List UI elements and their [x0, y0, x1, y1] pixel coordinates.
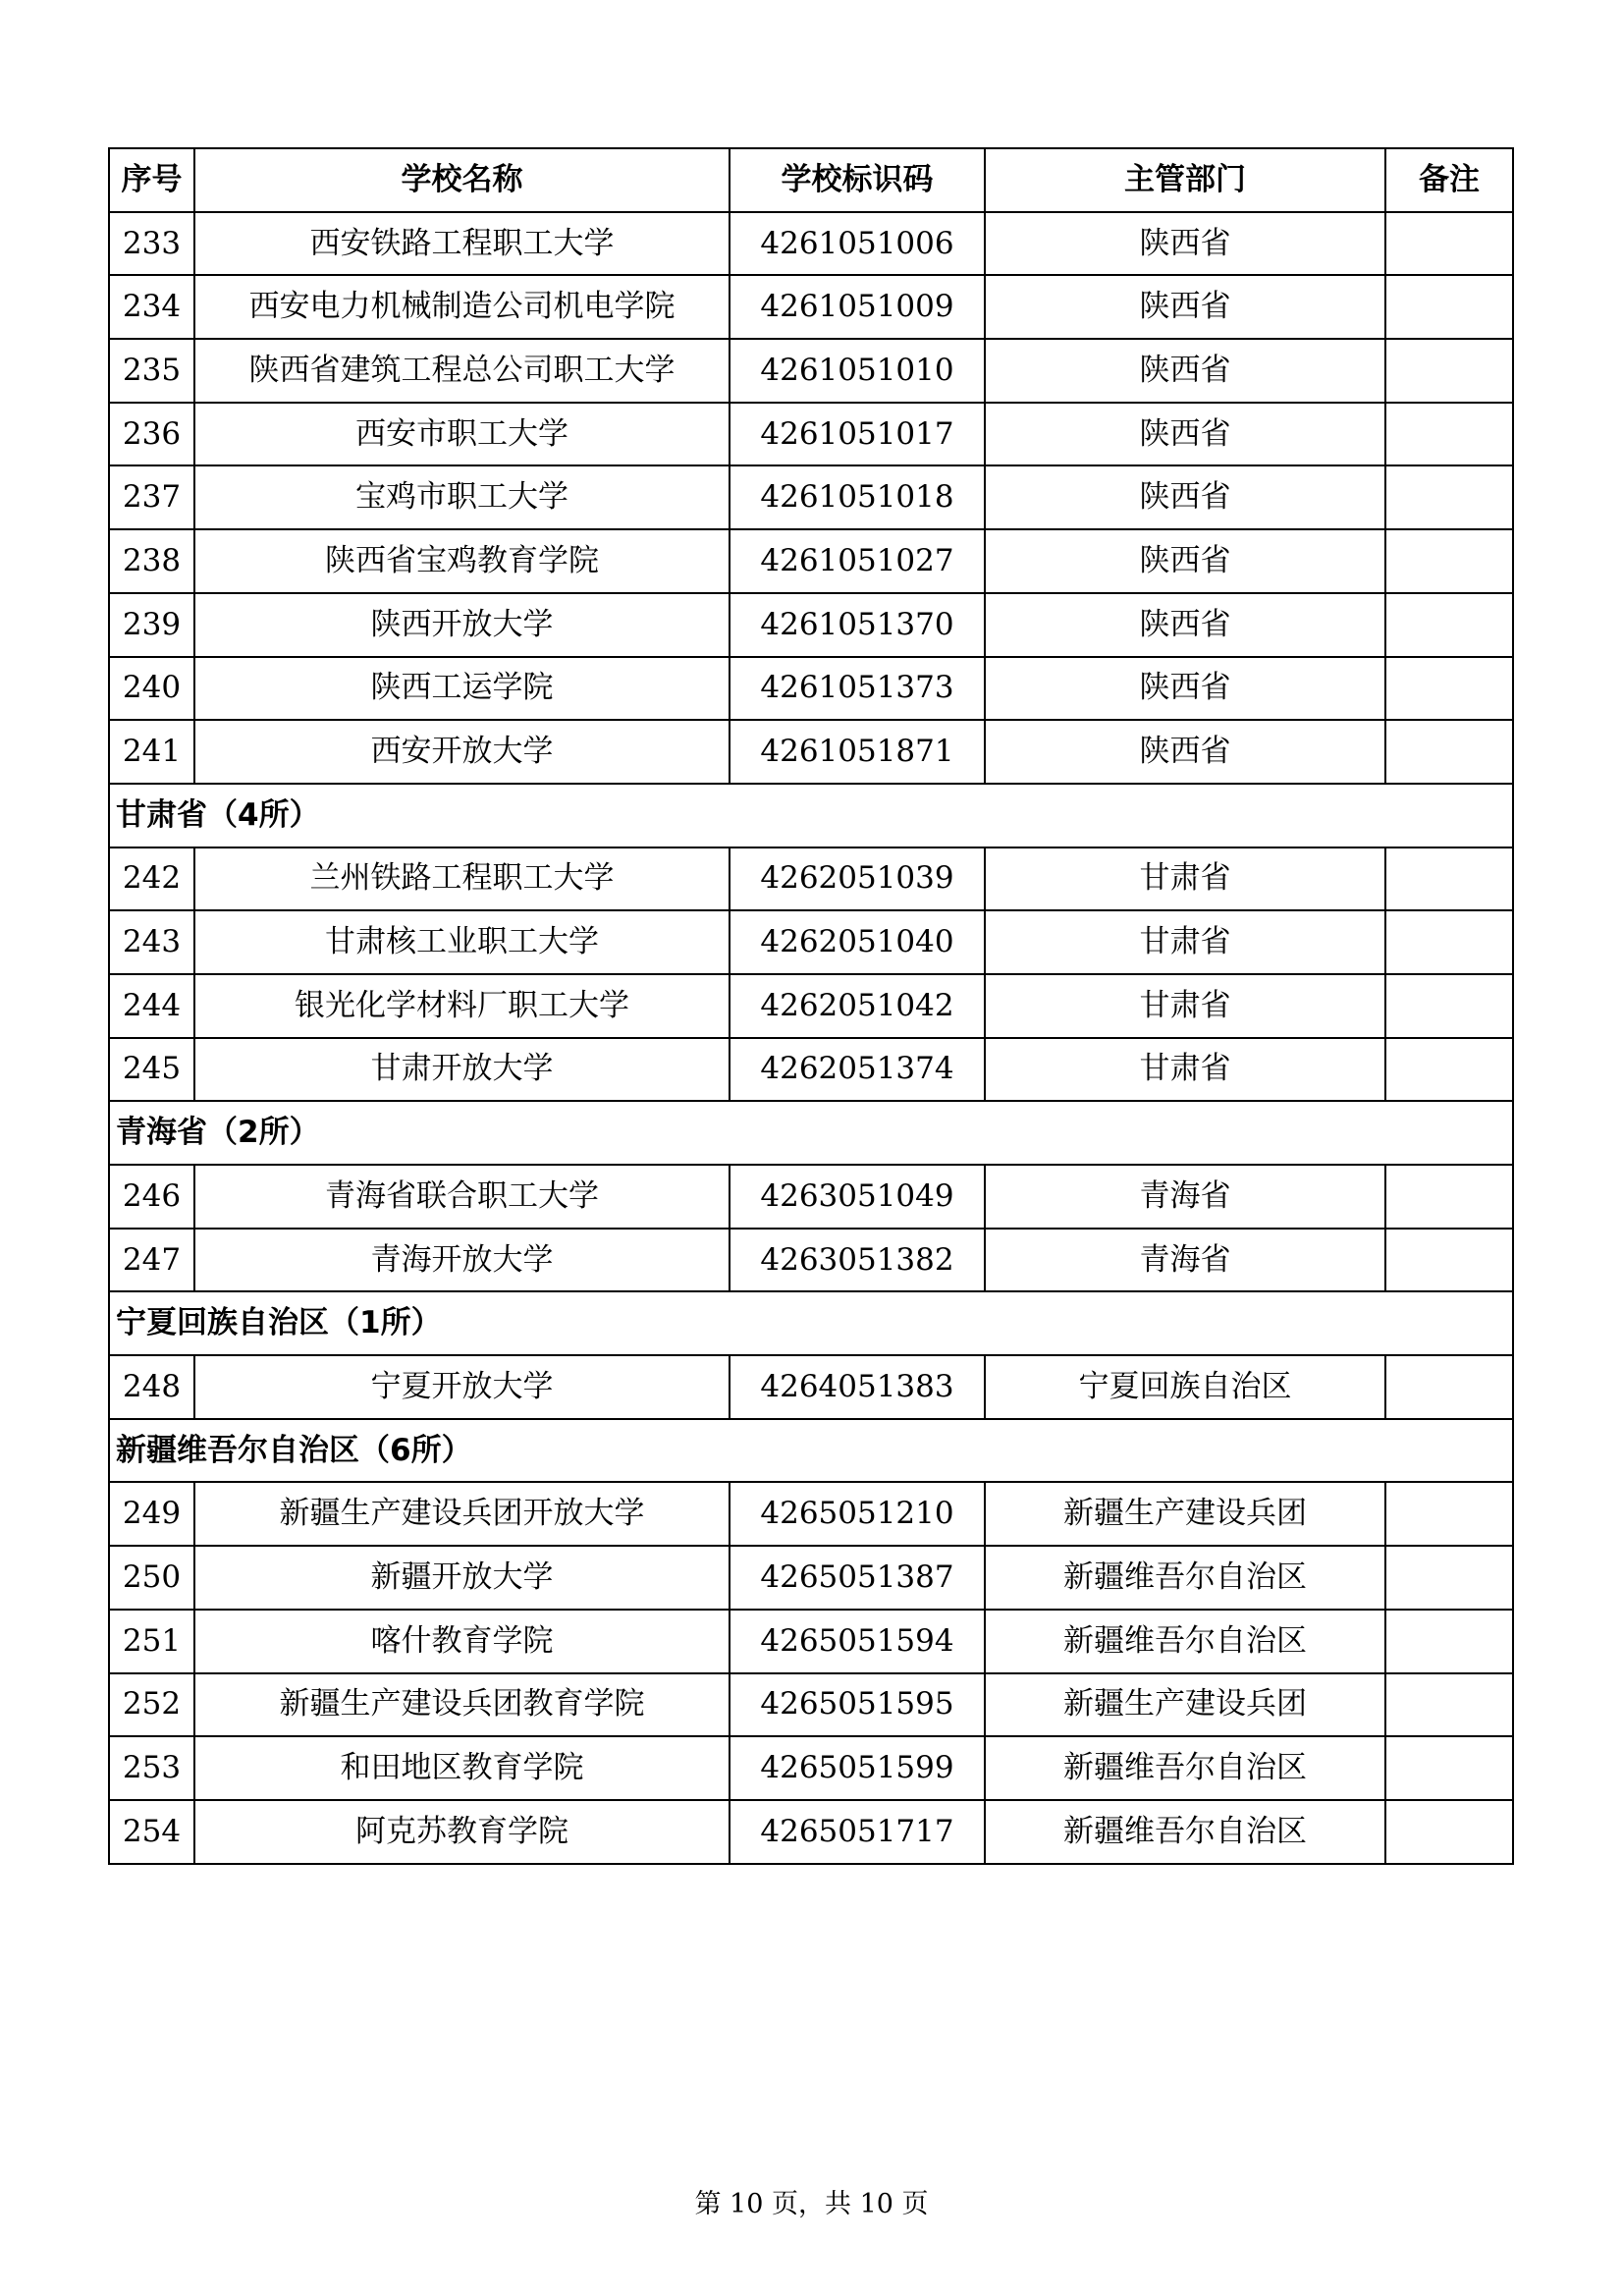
cell-school-name: 甘肃核工业职工大学 [194, 910, 730, 974]
cell-school-code: 4262051039 [730, 847, 985, 911]
table-group-row [109, 1101, 1513, 1165]
table-row [109, 1610, 1513, 1673]
cell-department: 新疆生产建设兵团 [985, 1673, 1385, 1737]
cell-school-name: 阿克苏教育学院 [194, 1800, 730, 1864]
cell-school-code: 4261051006 [730, 212, 985, 276]
cell-serial-number: 248 [109, 1355, 194, 1419]
table-row [109, 910, 1513, 974]
cell-remarks [1385, 1610, 1513, 1673]
cell-department: 宁夏回族自治区 [985, 1355, 1385, 1419]
header-serial-number: 序号 [109, 148, 194, 212]
cell-department: 甘肃省 [985, 974, 1385, 1038]
cell-remarks [1385, 465, 1513, 529]
cell-remarks [1385, 1038, 1513, 1102]
cell-department: 陕西省 [985, 529, 1385, 593]
cell-serial-number: 247 [109, 1229, 194, 1292]
cell-department: 甘肃省 [985, 910, 1385, 974]
cell-school-name: 陕西省建筑工程总公司职工大学 [194, 339, 730, 403]
table-header-row [109, 148, 1513, 212]
table-row [109, 1482, 1513, 1546]
cell-school-name: 宝鸡市职工大学 [194, 465, 730, 529]
cell-serial-number: 243 [109, 910, 194, 974]
cell-serial-number: 239 [109, 593, 194, 657]
cell-department: 陕西省 [985, 212, 1385, 276]
table-group-row [109, 1419, 1513, 1483]
cell-remarks [1385, 339, 1513, 403]
table-group-row [109, 1291, 1513, 1355]
cell-school-code: 4265051594 [730, 1610, 985, 1673]
cell-department: 陕西省 [985, 465, 1385, 529]
cell-serial-number: 251 [109, 1610, 194, 1673]
cell-school-name: 新疆开放大学 [194, 1546, 730, 1610]
table-row [109, 720, 1513, 784]
table-row [109, 1736, 1513, 1800]
cell-school-name: 西安市职工大学 [194, 403, 730, 466]
cell-school-code: 4262051040 [730, 910, 985, 974]
cell-school-name: 西安电力机械制造公司机电学院 [194, 275, 730, 339]
header-school-code: 学校标识码 [730, 148, 985, 212]
cell-department: 陕西省 [985, 403, 1385, 466]
group-heading: 甘肃省（4所） [109, 784, 1513, 847]
cell-remarks [1385, 974, 1513, 1038]
table-row [109, 529, 1513, 593]
cell-school-name: 陕西开放大学 [194, 593, 730, 657]
cell-school-code: 4262051374 [730, 1038, 985, 1102]
cell-school-code: 4261051027 [730, 529, 985, 593]
cell-remarks [1385, 847, 1513, 911]
cell-school-code: 4263051049 [730, 1165, 985, 1229]
cell-school-name: 新疆生产建设兵团教育学院 [194, 1673, 730, 1737]
cell-serial-number: 249 [109, 1482, 194, 1546]
cell-school-name: 西安开放大学 [194, 720, 730, 784]
cell-remarks [1385, 1673, 1513, 1737]
group-heading: 青海省（2所） [109, 1101, 1513, 1165]
table-row [109, 1165, 1513, 1229]
cell-school-code: 4262051042 [730, 974, 985, 1038]
cell-serial-number: 233 [109, 212, 194, 276]
table-row [109, 1673, 1513, 1737]
cell-department: 新疆维吾尔自治区 [985, 1546, 1385, 1610]
table-row [109, 1038, 1513, 1102]
cell-school-code: 4261051373 [730, 657, 985, 721]
cell-remarks [1385, 720, 1513, 784]
cell-remarks [1385, 1800, 1513, 1864]
page-number-footer: 第 10 页，共 10 页 [694, 2189, 929, 2219]
cell-serial-number: 236 [109, 403, 194, 466]
header-department: 主管部门 [985, 148, 1385, 212]
cell-school-name: 宁夏开放大学 [194, 1355, 730, 1419]
cell-remarks [1385, 1736, 1513, 1800]
cell-school-name: 和田地区教育学院 [194, 1736, 730, 1800]
cell-department: 陕西省 [985, 657, 1385, 721]
cell-department: 新疆维吾尔自治区 [985, 1800, 1385, 1864]
cell-serial-number: 252 [109, 1673, 194, 1737]
cell-serial-number: 240 [109, 657, 194, 721]
table-row [109, 1800, 1513, 1864]
cell-school-name: 西安铁路工程职工大学 [194, 212, 730, 276]
cell-school-code: 4261051871 [730, 720, 985, 784]
cell-school-code: 4265051387 [730, 1546, 985, 1610]
cell-school-name: 新疆生产建设兵团开放大学 [194, 1482, 730, 1546]
group-heading: 宁夏回族自治区（1所） [109, 1291, 1513, 1355]
table-body [109, 212, 1513, 1864]
table-row [109, 974, 1513, 1038]
cell-serial-number: 242 [109, 847, 194, 911]
cell-school-code: 4261051010 [730, 339, 985, 403]
cell-department: 陕西省 [985, 593, 1385, 657]
table-row [109, 1546, 1513, 1610]
cell-department: 新疆维吾尔自治区 [985, 1610, 1385, 1673]
school-list-table [108, 147, 1514, 1865]
table-row [109, 1355, 1513, 1419]
cell-school-code: 4265051210 [730, 1482, 985, 1546]
cell-remarks [1385, 657, 1513, 721]
cell-department: 新疆生产建设兵团 [985, 1482, 1385, 1546]
header-school-name: 学校名称 [194, 148, 730, 212]
cell-serial-number: 235 [109, 339, 194, 403]
cell-school-code: 4265051599 [730, 1736, 985, 1800]
cell-remarks [1385, 1355, 1513, 1419]
table-row [109, 403, 1513, 466]
table-row [109, 847, 1513, 911]
cell-department: 陕西省 [985, 275, 1385, 339]
cell-remarks [1385, 1546, 1513, 1610]
cell-serial-number: 246 [109, 1165, 194, 1229]
table-group-row [109, 784, 1513, 847]
cell-school-code: 4263051382 [730, 1229, 985, 1292]
cell-serial-number: 245 [109, 1038, 194, 1102]
cell-serial-number: 244 [109, 974, 194, 1038]
cell-school-code: 4265051717 [730, 1800, 985, 1864]
cell-school-code: 4261051017 [730, 403, 985, 466]
cell-remarks [1385, 1165, 1513, 1229]
table-row [109, 1229, 1513, 1292]
cell-school-name: 甘肃开放大学 [194, 1038, 730, 1102]
table-row [109, 657, 1513, 721]
cell-school-code: 4261051009 [730, 275, 985, 339]
cell-department: 青海省 [985, 1229, 1385, 1292]
cell-serial-number: 238 [109, 529, 194, 593]
cell-school-name: 喀什教育学院 [194, 1610, 730, 1673]
cell-remarks [1385, 275, 1513, 339]
cell-serial-number: 250 [109, 1546, 194, 1610]
cell-school-name: 银光化学材料厂职工大学 [194, 974, 730, 1038]
cell-school-name: 陕西省宝鸡教育学院 [194, 529, 730, 593]
cell-serial-number: 237 [109, 465, 194, 529]
cell-school-code: 4264051383 [730, 1355, 985, 1419]
cell-school-name: 兰州铁路工程职工大学 [194, 847, 730, 911]
cell-department: 甘肃省 [985, 1038, 1385, 1102]
table-row [109, 275, 1513, 339]
cell-remarks [1385, 212, 1513, 276]
cell-department: 陕西省 [985, 339, 1385, 403]
cell-school-name: 青海开放大学 [194, 1229, 730, 1292]
table-row [109, 465, 1513, 529]
cell-department: 陕西省 [985, 720, 1385, 784]
cell-department: 新疆维吾尔自治区 [985, 1736, 1385, 1800]
cell-department: 甘肃省 [985, 847, 1385, 911]
table-row [109, 212, 1513, 276]
cell-serial-number: 241 [109, 720, 194, 784]
cell-remarks [1385, 910, 1513, 974]
cell-serial-number: 253 [109, 1736, 194, 1800]
cell-department: 青海省 [985, 1165, 1385, 1229]
cell-school-name: 陕西工运学院 [194, 657, 730, 721]
cell-remarks [1385, 1229, 1513, 1292]
cell-school-code: 4261051018 [730, 465, 985, 529]
table-row [109, 593, 1513, 657]
cell-remarks [1385, 529, 1513, 593]
header-remarks: 备注 [1385, 148, 1513, 212]
cell-school-code: 4265051595 [730, 1673, 985, 1737]
cell-school-code: 4261051370 [730, 593, 985, 657]
cell-serial-number: 254 [109, 1800, 194, 1864]
cell-serial-number: 234 [109, 275, 194, 339]
cell-remarks [1385, 1482, 1513, 1546]
cell-remarks [1385, 403, 1513, 466]
cell-remarks [1385, 593, 1513, 657]
group-heading: 新疆维吾尔自治区（6所） [109, 1419, 1513, 1483]
table-row [109, 339, 1513, 403]
cell-school-name: 青海省联合职工大学 [194, 1165, 730, 1229]
